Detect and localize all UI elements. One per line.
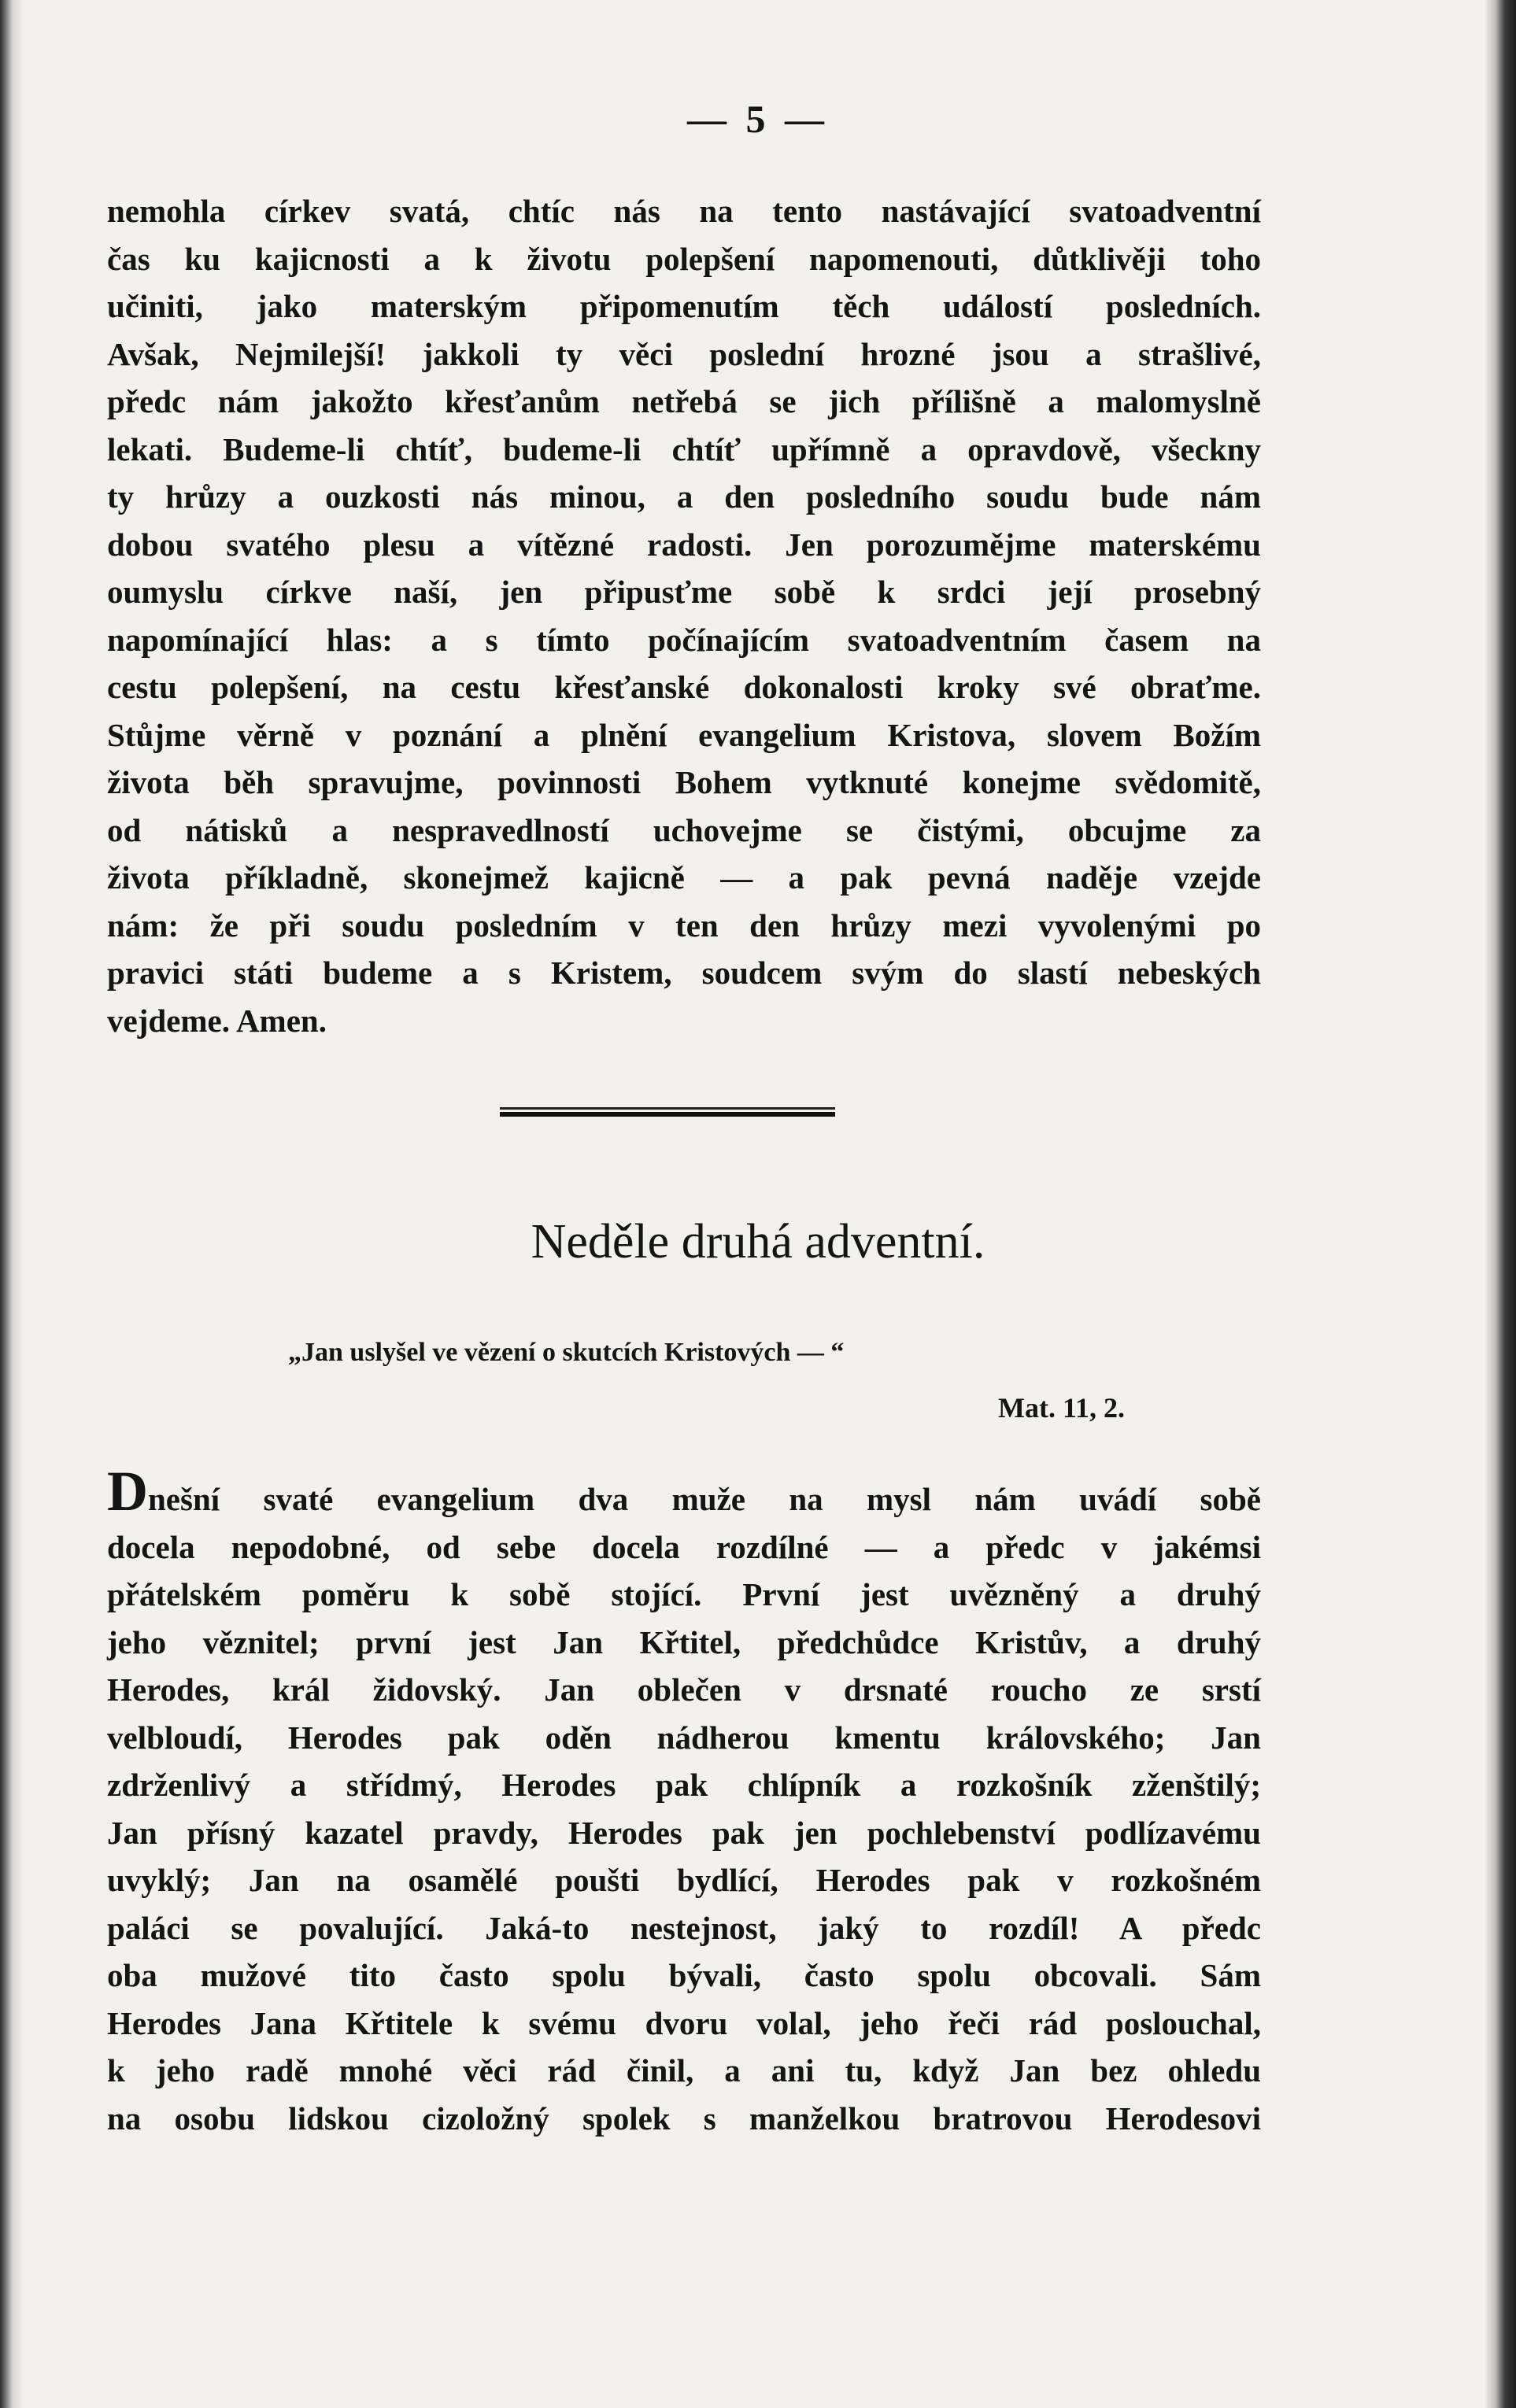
text-line: na osobu lidskou cizoložný spolek s manželkou bratrovou Herodesovi — [107, 2100, 1261, 2137]
scripture-citation: Mat. 11, 2. — [998, 1392, 1125, 1424]
text-line: od nátisků a nespravedlností uchovejme se čistými, obcujme za — [107, 811, 1261, 848]
text-line: lekati. Budeme-li chtíť, budeme-li chtíť upřímně a opravdově, všeckny — [107, 430, 1261, 467]
text-line: ty hrůzy a ouzkosti nás minou, a den posledního soudu bude nám — [107, 478, 1261, 515]
drop-cap: D — [107, 1460, 148, 1523]
text-line: docela nepodobné, od sebe docela rozdílné — a předc v jakémsi — [107, 1528, 1261, 1565]
section-heading: Neděle druhá adventní. — [531, 1215, 985, 1269]
paragraph-sermon-body — [107, 1460, 1261, 2142]
separator-thin-line — [500, 1107, 835, 1110]
page-number: — 5 — — [687, 97, 829, 141]
scripture-motto: „Jan uslyšel ve vězení o skutcích Kristových — “ — [288, 1338, 845, 1367]
text-line: čas ku kajicnosti a k životu polepšení napomenouti, důtklivěji toho — [107, 240, 1261, 277]
first-line-rest: nešní svaté evangelium dva muže na mysl nám uvádí sobě — [148, 1481, 1261, 1517]
text-line: k jeho radě mnohé věci rád činil, a ani tu, když Jan bez ohledu — [107, 2052, 1261, 2089]
text-line: nemohla církev svatá, chtíc nás na tento nastávající svatoadventní — [107, 193, 1261, 229]
text-line: paláci se povalující. Jaká-to nestejnost, jaký to rozdíl! A předc — [107, 1909, 1261, 1946]
text-line: učiniti, jako materským připomenutím těch událostí posledních. — [107, 288, 1261, 324]
text-line: cestu polepšení, na cestu křesťanské dokonalosti kroky své obraťme. — [107, 669, 1261, 705]
text-line: Herodes, král židovský. Jan oblečen v drsnaté roucho ze srstí — [107, 1671, 1261, 1708]
text-line: Avšak, Nejmilejší! jakkoli ty věci poslední hrozné jsou a strašlivé, — [107, 335, 1261, 372]
text-line: dobou svatého plesu a vítězné radosti. Jen porozumějme materskému — [107, 526, 1261, 563]
section-separator-rule — [500, 1107, 835, 1118]
text-line: přátelském poměru k sobě stojící. První jest uvězněný a druhý — [107, 1576, 1261, 1612]
text-line: nám: že při soudu posledním v ten den hrůzy mezi vyvolenými po — [107, 907, 1261, 944]
text-line: pravici státi budeme a s Kristem, soudcem svým do slastí nebeských — [107, 955, 1261, 991]
text-line: života příkladně, skonejmež kajicně — a pak pevná naděje vzejde — [107, 859, 1261, 896]
paragraph-sermon-ending — [107, 187, 1261, 1044]
separator-thick-line — [500, 1112, 835, 1117]
text-line: oba mužové tito často spolu bývali, často spolu obcovali. Sám — [107, 1957, 1261, 1993]
text-line: jeho věznitel; první jest Jan Křtitel, předchůdce Kristův, a druhý — [107, 1623, 1261, 1660]
text-line-first — [107, 1460, 1261, 1523]
text-line: zdrženlivý a střídmý, Herodes pak chlípník a rozkošník zženštilý; — [107, 1767, 1261, 1803]
text-line: napomínající hlas: a s tímto počínajícím svatoadventním časem na — [107, 621, 1261, 658]
text-line: Jan přísný kazatel pravdy, Herodes pak jen pochlebenství podlízavému — [107, 1814, 1261, 1851]
text-line: Stůjme věrně v poznání a plnění evangelium Kristova, slovem Božím — [107, 716, 1261, 753]
page-right-edge — [1485, 0, 1516, 2408]
text-line: života běh spravujme, povinnosti Bohem vytknuté konejme svědomitě, — [107, 764, 1261, 800]
page-left-edge — [0, 0, 24, 2408]
text-line: vejdeme. Amen. — [107, 1002, 327, 1039]
text-line: oumyslu církve naší, jen připusťme sobě k srdci její prosebný — [107, 574, 1261, 610]
text-line: Herodes Jana Křtitele k svému dvoru volal, jeho řeči rád poslouchal, — [107, 2004, 1261, 2041]
text-line: předc nám jakožto křesťanům netřebá se jich přílišně a malomyslně — [107, 383, 1261, 419]
text-line: uvyklý; Jan na osamělé poušti bydlící, Herodes pak v rozkošném — [107, 1862, 1261, 1898]
text-line: velbloudí, Herodes pak oděn nádherou kmentu královského; Jan — [107, 1719, 1261, 1756]
